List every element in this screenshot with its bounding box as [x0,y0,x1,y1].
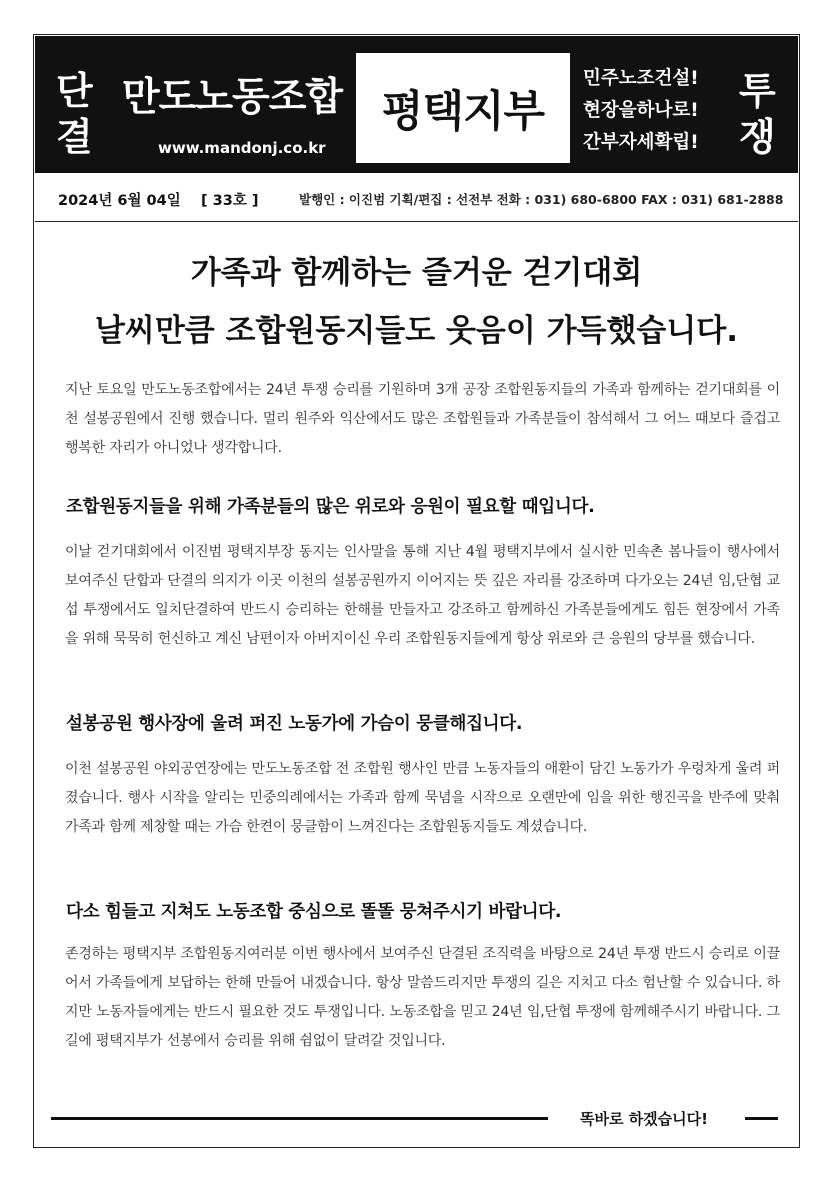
section-2-body: 이천 설봉공원 야외공연장에는 만도노동조합 전 조합원 행사인 만큼 노동자들의 애환이 담긴 노동가가 우렁차게 울려 퍼졌습니다. 행사 시작을 알리는 민중의례에서는 가족과 함께 묵념을 시작으로 오랜만에 임을 위한 행진곡을 반주에 맞춰 가족과 함께 제창할 때는 가슴 한켠이 뭉클함이 느껴진다는 조합원동지들도 계셨습니다. [65,761,780,835]
section-1-title: 조합원동지들을 위해 가족분들의 많은 위로와 응원이 필요할 때입니다. [66,497,595,517]
footer-slogan: 똑바로 하겠습니다! [580,1110,708,1128]
masthead-left-char-bottom: 결 [56,115,93,159]
intro-paragraph: 지난 토요일 만도노동조합에서는 24년 투쟁 승리를 기원하며 3개 공장 조합원동지들의 가족과 함께하는 걷기대회를 이천 설봉공원에서 진행 했습니다. 멀리 원주와 익산에서도 많은 조합원들과 가족분들이 참석해서 그 어느 때보다 즐겁고 행복한 자리가 아니었나 생각합니다. [65,382,780,456]
footer-rule-right [745,1117,778,1120]
issue-number: [ 33호 ] [201,193,259,209]
slogans [583,63,699,159]
footer-rule-left [51,1117,548,1120]
slogan-2: 현장을하나로! [583,100,699,121]
publisher-info: 발행인 : 이진범 기획/편집 : 선전부 전화 : 031) 680-6800 FAX : 031) 681-2888 [299,192,784,207]
slogan-1: 민주노조건설! [583,68,699,89]
website: www.mandonj.co.kr [158,139,326,157]
section-3-title: 다소 힘들고 지쳐도 노동조합 중심으로 똘똘 뭉쳐주시기 바랍니다. [66,902,562,922]
masthead-right-char-top: 투 [739,69,776,113]
headline-2: 날씨만큼 조합원동지들도 웃음이 가득했습니다. [94,313,739,349]
section-3-body: 존경하는 평택지부 조합원동지여러분 이번 행사에서 보여주신 단결된 조직력을 바탕으로 24년 투쟁 반드시 승리로 이끌어서 가족들에게 보답하는 한해 만들어 내겠습니다. 항상 말씀드리지만 투쟁의 길은 지치고 다소 험난할 수 있습니다. 하지만 노동자들에게는 반드시 필요한 것도 투쟁입니다. 노동조합을 믿고 24년 임,단협 투쟁에 함께해주시기 바랍니다. 그 길에 평택지부가 선봉에서 승리를 위해 쉼없이 달려갈 것입니다. [65,946,780,1049]
headline-1: 가족과 함께하는 즐거운 걷기대회 [190,255,643,291]
branch-box [356,53,570,163]
branch-name: 평택지부 [381,86,545,137]
section-2-title: 설봉공원 행사장에 울려 퍼진 노동가에 가슴이 뭉클해집니다. [66,714,523,734]
issue-date: 2024년 6월 04일 [58,193,181,209]
slogan-3: 간부자세확립! [583,132,699,153]
section-1-body: 이날 걷기대회에서 이진범 평택지부장 동지는 인사말을 통해 지난 4월 평택지부에서 실시한 민속촌 봄나들이 행사에서 보여주신 단합과 단결의 의지가 이곳 이천의 설봉공원까지 이어지는 뜻 깊은 자리를 강조하며 다가오는 24년 임,단협 교섭 투쟁에서도 일치단결하여 반드시 승리하는 한해를 만들자고 강조하고 함께하신 가족분들에게도 힘든 현장에서 가족을 위해 묵묵히 헌신하고 계신 남편이자 아버지이신 우리 조합원동지들에게 항상 위로와 큰 응원의 당부를 했습니다. [65,544,780,647]
union-name: 만도노동조합 [122,75,343,120]
masthead-right-char-bottom: 쟁 [739,115,776,159]
masthead-left-char-top: 단 [56,69,93,113]
